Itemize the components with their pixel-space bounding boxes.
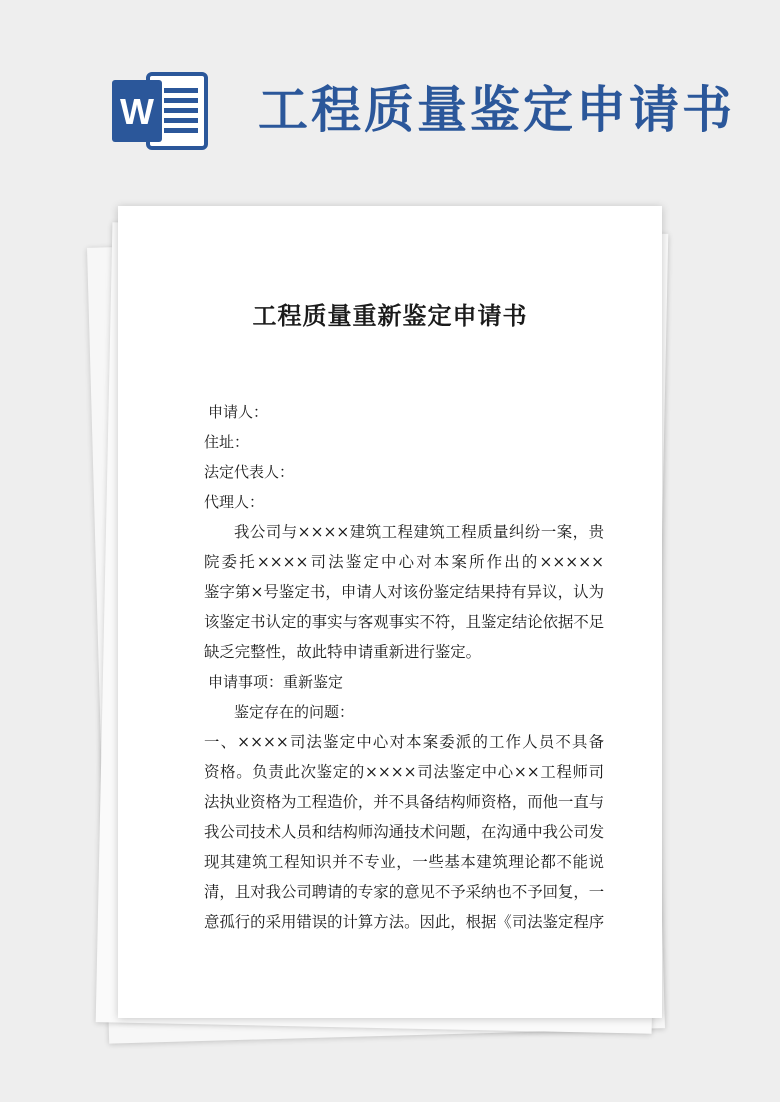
paragraph1-line: 该鉴定书认定的事实与客观事实不符，且鉴定结论依据不足 [204,613,605,631]
paragraph2-line: 法执业资格为工程造价，并不具备结构师资格，而他一直与 [204,793,605,811]
field-agent: 代理人： [204,493,265,511]
paragraph2-line: 我公司技术人员和结构师沟通技术问题，在沟通中我公司发 [204,823,605,841]
document-page [118,206,662,1018]
paragraph2-line: 清，且对我公司聘请的专家的意见不予采纳也不予回复，一 [204,883,605,901]
paragraph1-line: 院委托××××司法鉴定中心对本案所作出的××××× [204,553,604,571]
paragraph1-line: 我公司与××××建筑工程建筑工程质量纠纷一案，贵 [234,523,604,541]
word-document-icon [110,68,208,154]
field-legal-representative: 法定代表人： [204,463,295,481]
paragraph1-line: 鉴字第×号鉴定书，申请人对该份鉴定结果持有异议，认为 [204,583,604,601]
request-item: 申请事项：重新鉴定 [208,673,344,691]
paragraph2-line: 现其建筑工程知识并不专业，一些基本建筑理论都不能说 [204,853,604,871]
document-title: 工程质量重新鉴定申请书 [252,301,528,330]
paragraph2-line: 一、××××司法鉴定中心对本案委派的工作人员不具备 [204,733,604,751]
paragraph2-line: 意孤行的采用错误的计算方法。因此，根据《司法鉴定程序 [204,913,605,931]
issues-heading: 鉴定存在的问题： [234,703,355,721]
word-logo-letter: W [120,91,154,132]
field-applicant: 申请人： [208,403,269,421]
field-address: 住址： [204,433,250,451]
paragraph2-line: 资格。负责此次鉴定的××××司法鉴定中心××工程师司 [204,763,604,781]
banner-title: 工程质量鉴定申请书 [258,81,735,139]
paragraph1-line: 缺乏完整性，故此特申请重新进行鉴定。 [204,643,482,661]
